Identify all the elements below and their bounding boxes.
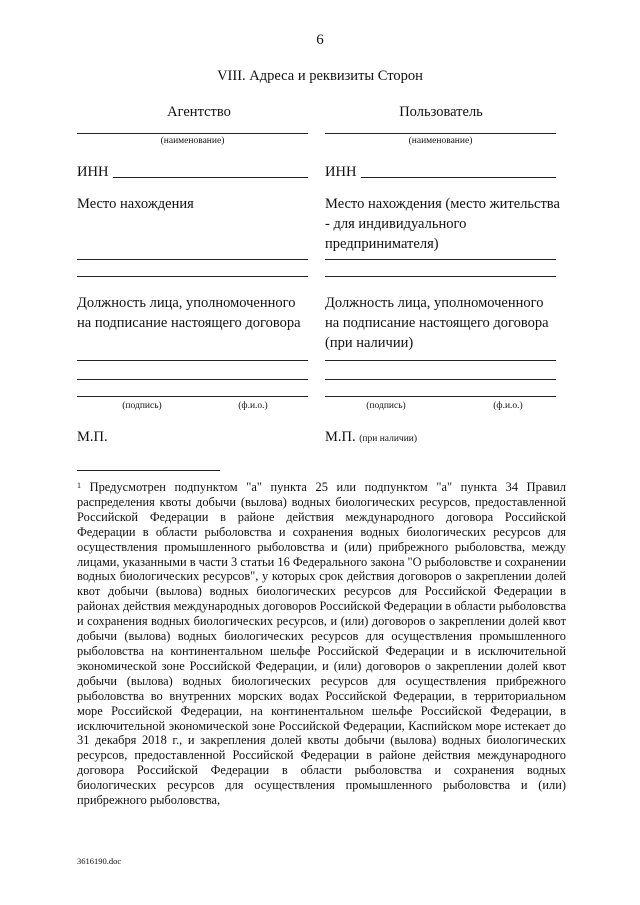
user-seal	[325, 427, 417, 449]
user-heading: Пользователь	[399, 104, 483, 120]
agency-location-line-2[interactable]	[77, 276, 308, 277]
user-location-line-1[interactable]	[325, 259, 556, 260]
user-seal-note: (при наличии)	[359, 434, 418, 444]
agency-fio-caption: (ф.и.о.)	[238, 401, 268, 411]
user-fio-caption: (ф.и.о.)	[493, 401, 523, 411]
agency-location-line-1[interactable]	[77, 259, 308, 260]
user-seal-label: М.П.	[325, 429, 356, 445]
agency-signatory-label: Должность лица, уполномоченного на подписание настоящего договора	[77, 295, 301, 331]
user-signature-line[interactable]	[325, 396, 556, 397]
user-signatory-line-1[interactable]	[325, 360, 556, 361]
document-id: 3616190.doc	[77, 856, 122, 866]
footnote-text: Предусмотрен подпунктом "а" пункта 25 или подпунктом "а" пункта 34 Правил распределения квоты добычи (вылова) водных биологических ресурсов, предоставленной Российской Федерации в районе действия международного договора Российской Федерации в области рыболовства и сохранения водных биологических ресурсов для осуществления промышленного рыболовства и (или) прибрежного рыболовства, между лицами, указанными в части 3 статьи 16 Федерального закона "О рыболовстве и сохранении водных биологических ресурсов", у которых срок действия договоров о закреплении долей квот добычи (вылова) водных биологических ресурсов для Российской Федерации в районах действия международных договоров Российской Федерации в области рыболовства и сохранения водных биологических ресурсов, и (или) договоров о закреплении долей квот добычи (вылова) водных биологических ресурсов для осуществления промышленного рыболовства на континентальном шельфе Российской Федерации и в исключительной экономической зоне Российской Федерации, и (или) договоров о закреплении долей квот добычи (вылова) водных биологических ресурсов для осуществления прибрежного рыболовства во внутренних морских водах Российской Федерации, в территориальном море Российской Федерации, на континентальном шельфе Российской Федерации, в исключительной экономической зоне Российской Федерации, Каспийском море истекает до 31 декабря 2018 г., и закрепления долей квоты добычи (вылова) водных биологических ресурсов, предоставленной Российской Федерации в районе действия международного договора Российской Федерации в области рыболовства и сохранения водных биологических ресурсов для осуществления промышленного рыболовства и (или) прибрежного рыболовства,	[77, 480, 566, 808]
agency-name-caption: (наименование)	[160, 136, 225, 146]
footnote-separator	[77, 470, 220, 471]
user-location-label: Место нахождения (место жительства - для индивидуального предпринимателя)	[325, 196, 560, 252]
user-signature-caption: (подпись)	[366, 401, 406, 411]
user-location-line-2[interactable]	[325, 276, 556, 277]
user-name-caption: (наименование)	[408, 136, 473, 146]
footnote	[77, 480, 566, 808]
section-title: VIII. Адреса и реквизиты Сторон	[217, 68, 423, 84]
agency-location-label: Место нахождения	[77, 196, 194, 212]
user-signatory-line-2[interactable]	[325, 379, 556, 380]
agency-inn-field[interactable]	[113, 177, 308, 178]
agency-heading: Агентство	[167, 104, 231, 120]
agency-inn-label: ИНН	[77, 164, 109, 180]
user-inn-label: ИНН	[325, 164, 357, 180]
agency-name-line[interactable]	[77, 133, 308, 134]
user-signatory-label: Должность лица, уполномоченного на подписание настоящего договора (при наличии)	[325, 295, 549, 351]
footnote-marker: 1	[77, 481, 81, 490]
agency-signatory-line-2[interactable]	[77, 379, 308, 380]
page-number: 6	[316, 32, 324, 48]
agency-signatory-line-1[interactable]	[77, 360, 308, 361]
agency-signature-line[interactable]	[77, 396, 308, 397]
agency-seal-label: М.П.	[77, 429, 108, 445]
agency-signature-caption: (подпись)	[122, 401, 162, 411]
user-name-line[interactable]	[325, 133, 556, 134]
user-inn-field[interactable]	[361, 177, 556, 178]
